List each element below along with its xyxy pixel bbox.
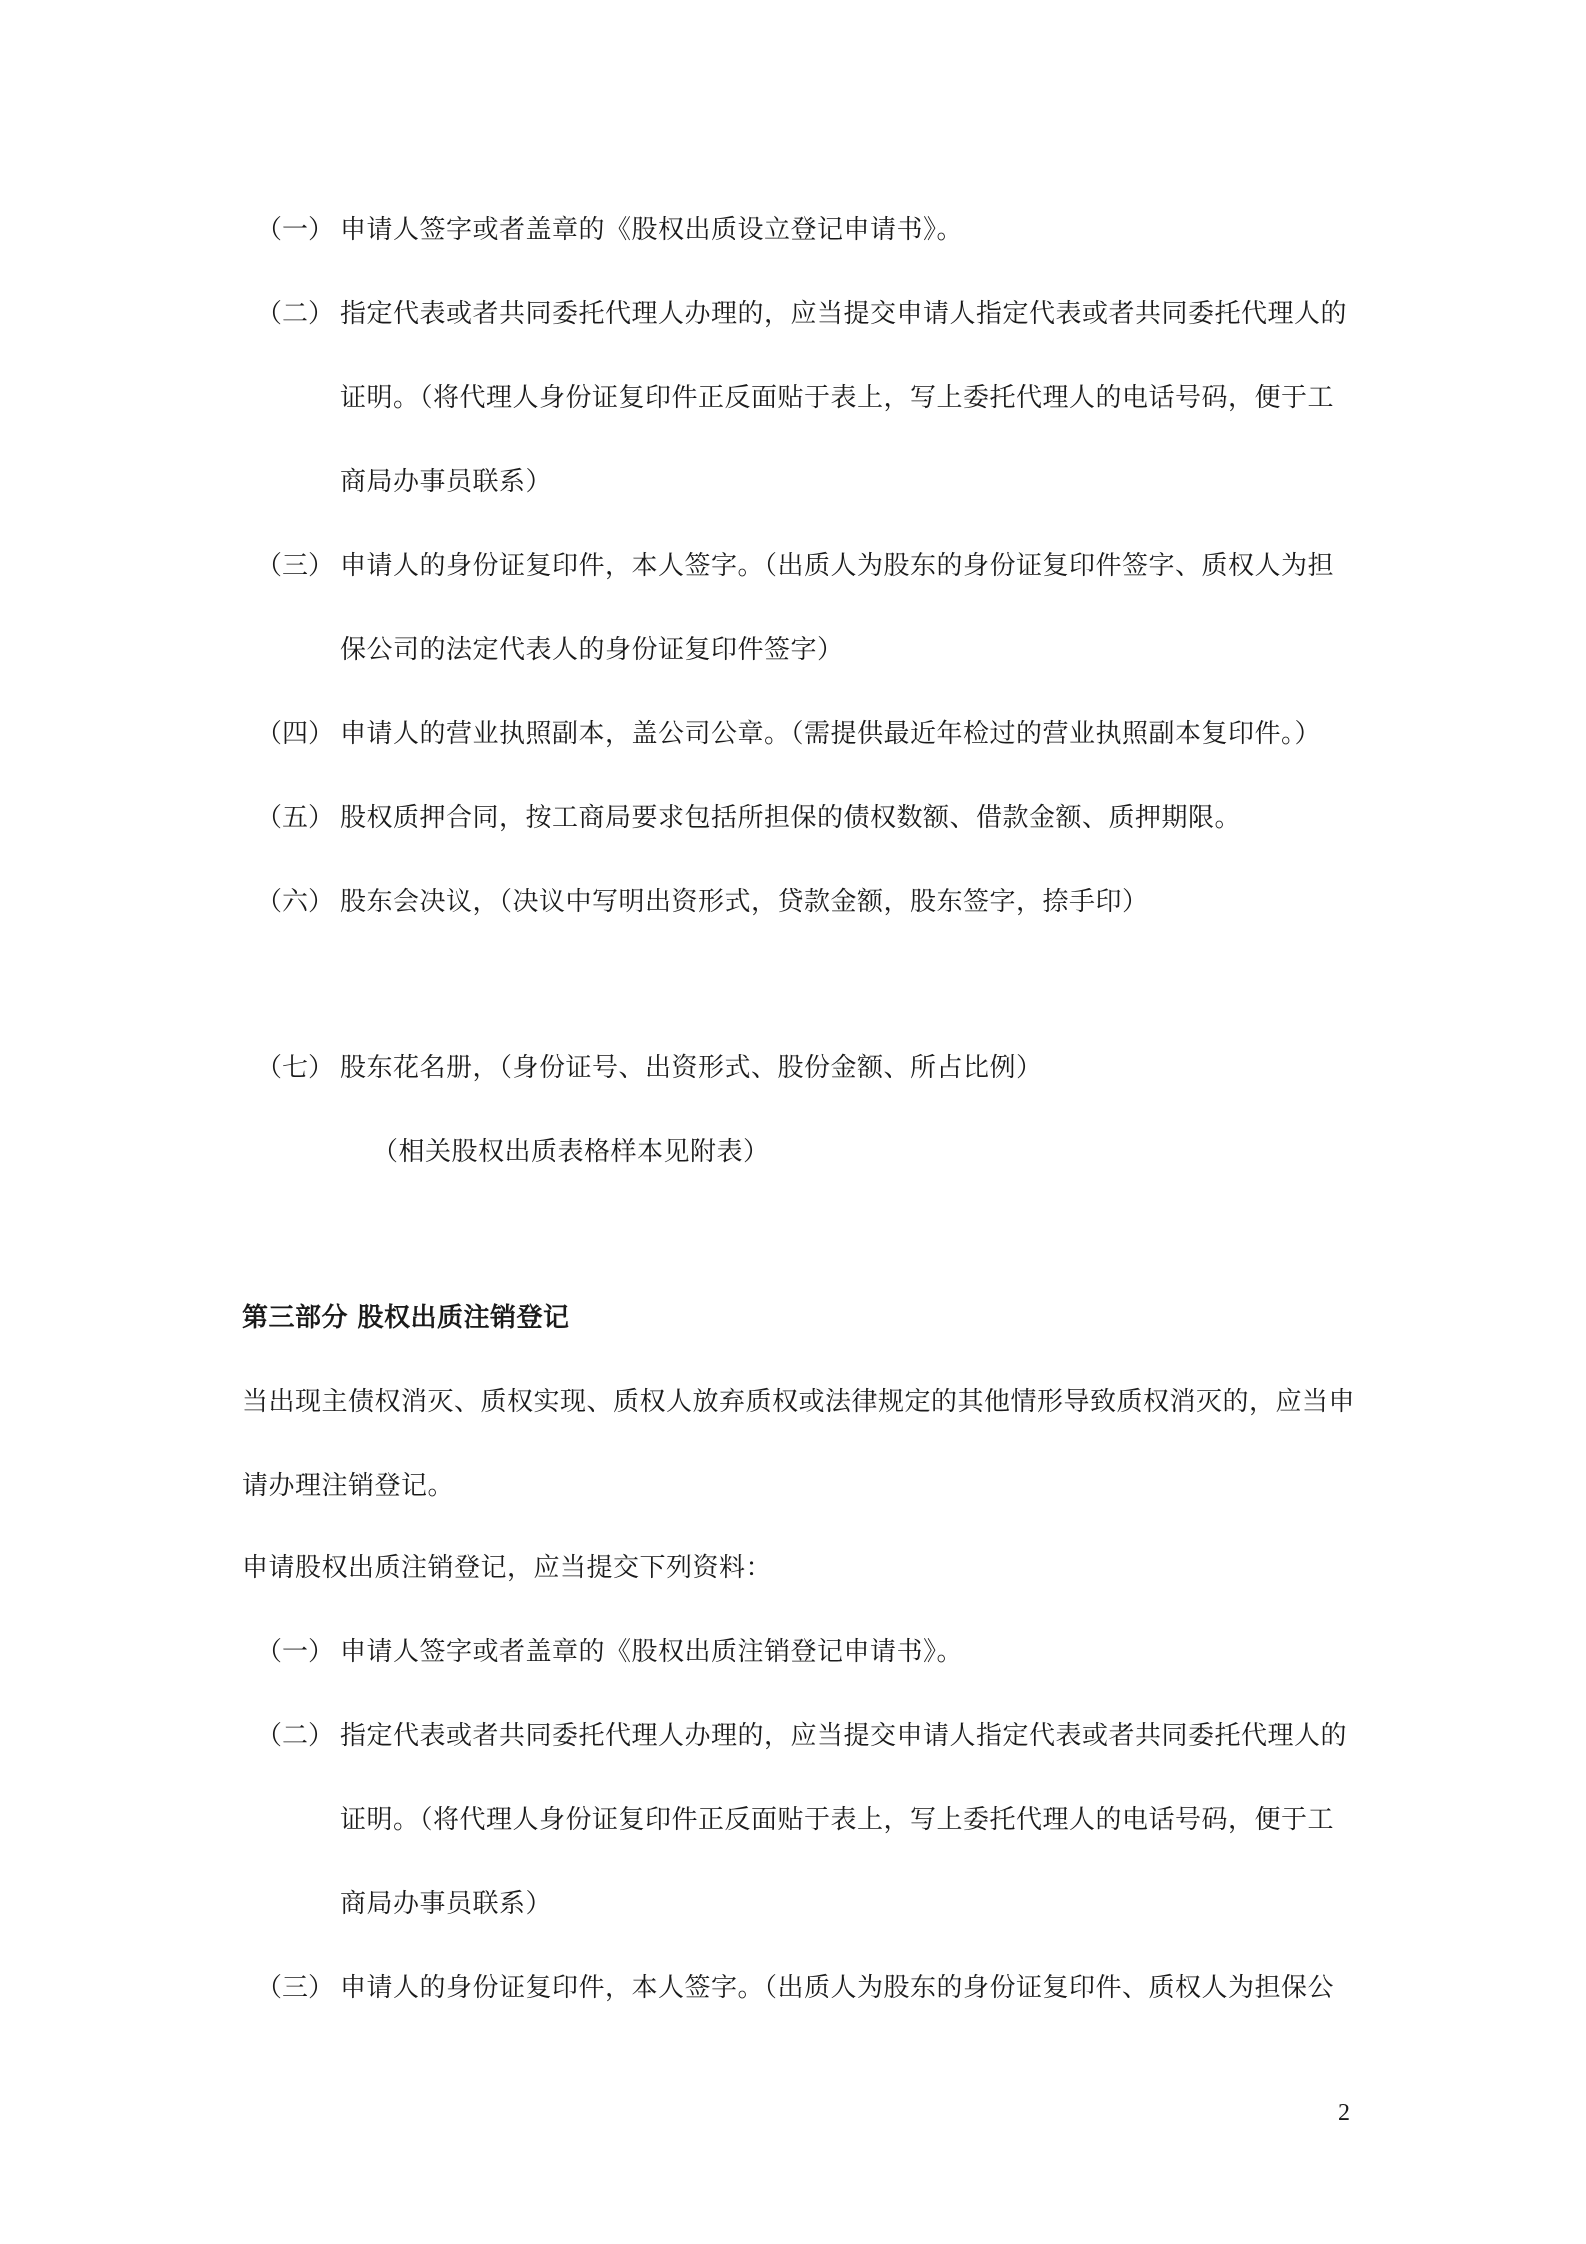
item-number: （五） — [256, 803, 335, 833]
page-number: 2 — [1338, 2100, 1350, 2126]
item-number: （二） — [256, 1721, 335, 1751]
item-text: 指定代表或者共同委托代理人办理的，应当提交申请人指定代表或者共同委托代理人的 — [340, 1721, 1348, 1751]
item-number: （七） — [256, 1053, 335, 1083]
item-number: （一） — [256, 215, 335, 245]
item-text: 申请人的营业执照副本，盖公司公章。（需提供最近年检过的营业执照副本复印件。） — [340, 719, 1322, 749]
item-text: 申请人签字或者盖章的《股权出质设立登记申请书》。 — [340, 215, 964, 245]
item-number: （三） — [256, 1973, 335, 2003]
item-text: 证明。（将代理人身份证复印件正反面贴于表上，写上委托代理人的电话号码，便于工 — [340, 383, 1335, 413]
item-number: （二） — [256, 299, 335, 329]
section-heading: 第三部分 股权出质注销登记 — [242, 1303, 570, 1333]
paragraph-line: 请办理注销登记。 — [242, 1471, 455, 1501]
item-text: 商局办事员联系） — [340, 1889, 553, 1919]
item-text: 申请人的身份证复印件，本人签字。（出质人为股东的身份证复印件签字、质权人为担 — [340, 551, 1335, 581]
paragraph-line: 申请股权出质注销登记，应当提交下列资料： — [242, 1553, 773, 1583]
item-number: （三） — [256, 551, 335, 581]
item-text: 指定代表或者共同委托代理人办理的，应当提交申请人指定代表或者共同委托代理人的 — [340, 299, 1348, 329]
paragraph-line: 当出现主债权消灭、质权实现、质权人放弃质权或法律规定的其他情形导致质权消灭的，应当申 — [242, 1387, 1356, 1417]
item-number: （六） — [256, 887, 335, 917]
item-text: 保公司的法定代表人的身份证复印件签字） — [340, 635, 844, 665]
item-text: 股东花名册，（身份证号、出资形式、股份金额、所占比例） — [340, 1053, 1043, 1083]
item-text: 股权质押合同，按工商局要求包括所担保的债权数额、借款金额、质押期限。 — [340, 803, 1242, 833]
item-text: 商局办事员联系） — [340, 467, 553, 497]
item-text: 申请人签字或者盖章的《股权出质注销登记申请书》。 — [340, 1637, 964, 1667]
attachment-note: （相关股权出质表格样本见附表） — [372, 1137, 770, 1167]
item-text: 股东会决议，（决议中写明出资形式，贷款金额，股东签字，捺手印） — [340, 887, 1149, 917]
item-number: （一） — [256, 1637, 335, 1667]
item-number: （四） — [256, 719, 335, 749]
item-text: 证明。（将代理人身份证复印件正反面贴于表上，写上委托代理人的电话号码，便于工 — [340, 1805, 1335, 1835]
item-text: 申请人的身份证复印件，本人签字。（出质人为股东的身份证复印件、质权人为担保公 — [340, 1973, 1335, 2003]
